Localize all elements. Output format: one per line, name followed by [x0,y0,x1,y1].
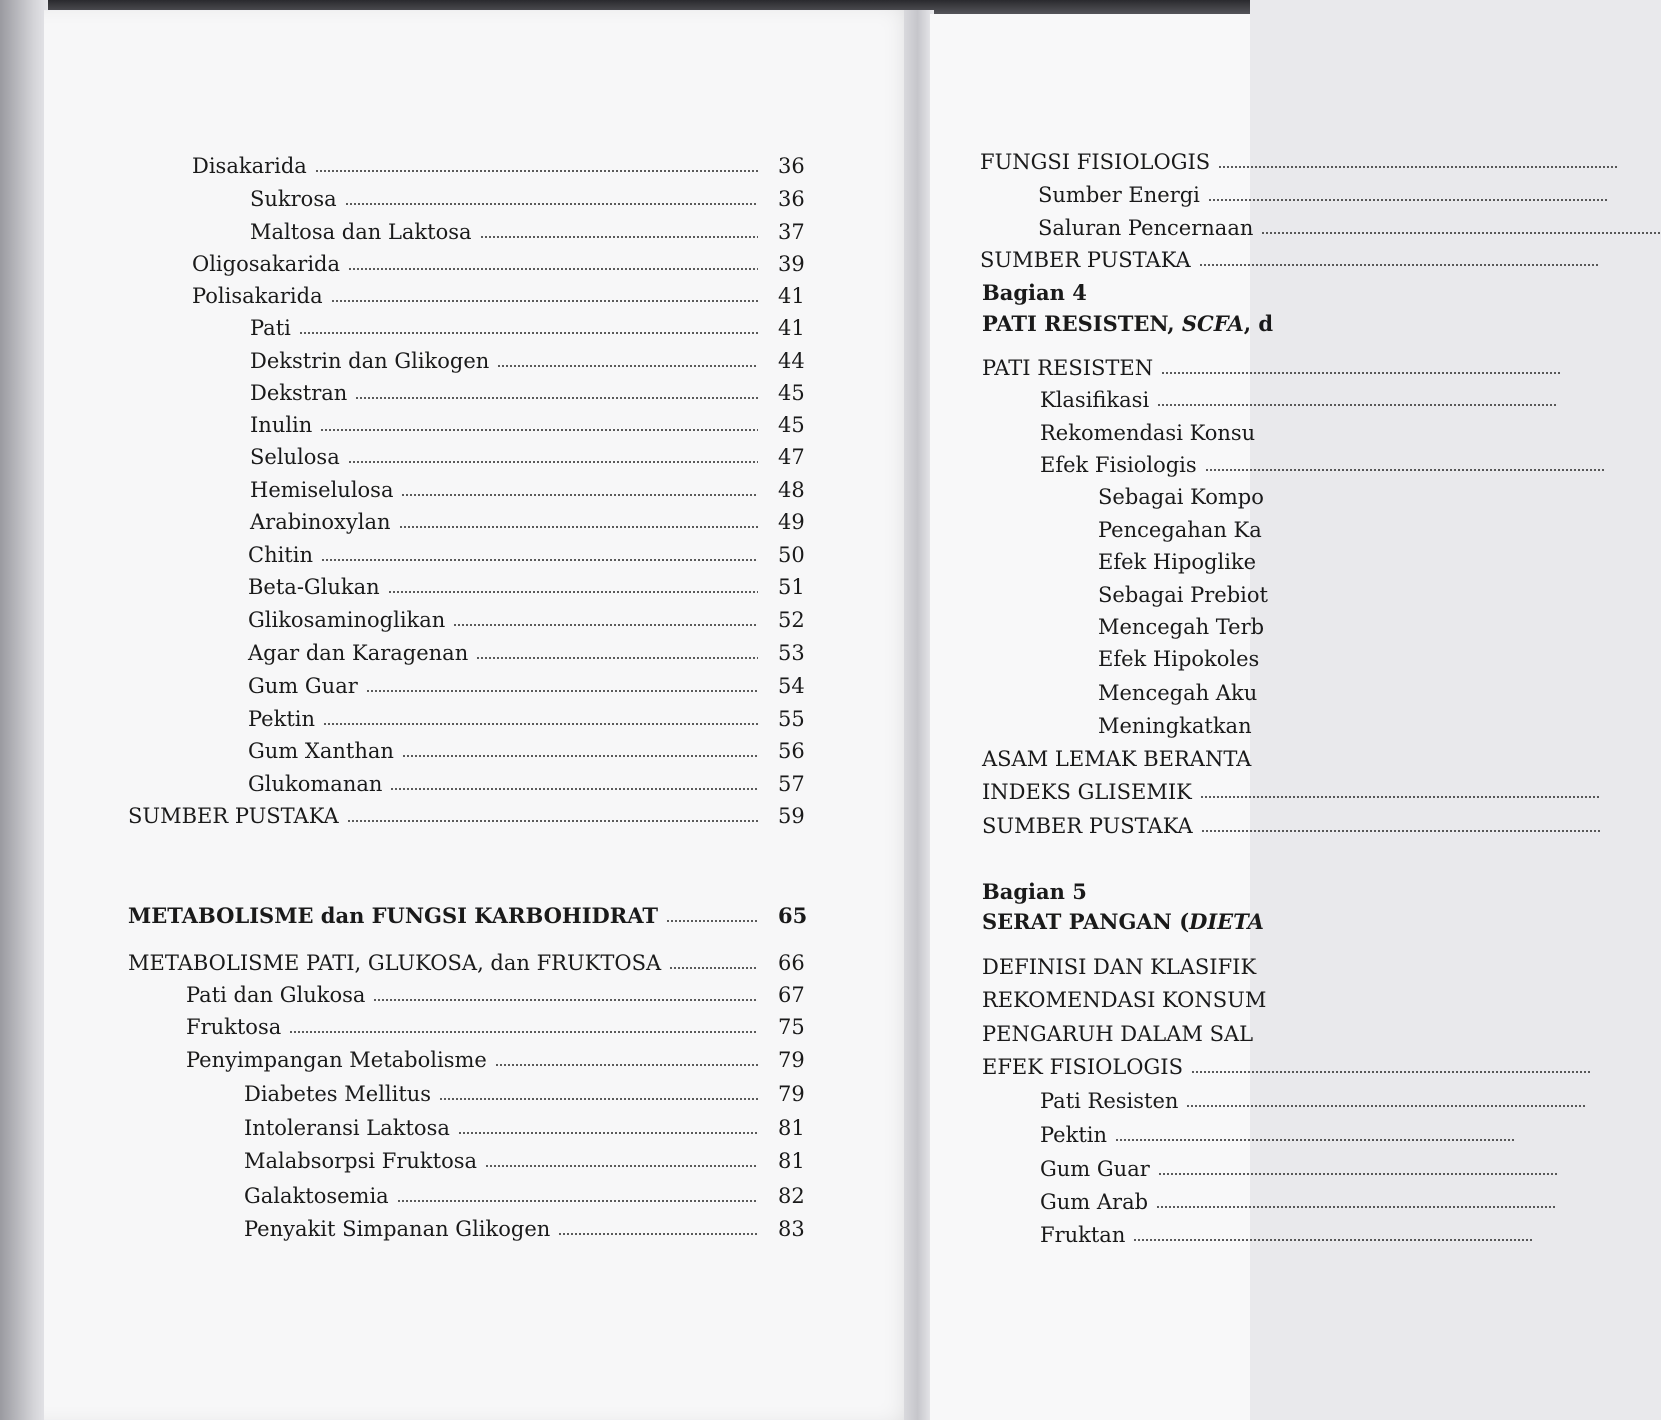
dot-leader [666,920,758,922]
toc-entry-cut [1098,514,1262,546]
toc-entry-page: 59 [778,804,805,828]
toc-entry-label: Meningkatkan [1098,714,1252,738]
toc-entry-page: 37 [778,220,805,244]
dot-leader [1218,166,1618,168]
toc-entry-page: 41 [778,316,805,340]
toc-entry-page: 45 [778,381,805,405]
toc-entry-cut [1098,481,1264,513]
toc-entry-label: Polisakarida [192,284,323,308]
dot-leader [348,268,758,270]
dot-leader [453,624,758,626]
toc-entry-page: 53 [778,641,805,665]
toc-entry-label: Pati Resisten [1040,1089,1179,1113]
toc-entry-cut [1040,1119,1107,1151]
toc-entry-label: Efek Hipoglike [1098,550,1257,574]
toc-entry-label: Intoleransi Laktosa [244,1116,450,1140]
toc-entry-page: 49 [778,510,805,534]
toc-entry-page: 52 [778,608,805,632]
toc-entry-label: ASAM LEMAK BERANTA [982,747,1252,771]
toc-entry-cut [982,984,1266,1016]
toc-entry-cut [1040,1219,1125,1251]
toc-entry-page: 54 [778,674,805,698]
toc-entry-label: Sumber Energi [1038,183,1200,207]
dot-leader [388,591,758,593]
toc-entry-label: Gum Xanthan [248,739,394,763]
toc-entry [186,1011,818,1043]
dot-leader [348,461,758,463]
dot-leader [669,967,758,969]
dot-leader [320,429,758,431]
toc-entry-label: Fruktan [1040,1223,1126,1247]
toc-entry [250,441,818,473]
dot-leader [402,755,758,757]
toc-entry-page: 44 [778,349,805,373]
toc-entry-label: Fruktosa [186,1015,282,1039]
dot-leader [345,203,758,205]
dot-leader [289,1031,758,1033]
toc-entry-page: 36 [778,154,805,178]
toc-entry-label: Glikosaminoglikan [248,608,446,632]
dot-leader [1201,830,1601,832]
toc-entry-label: Penyakit Simpanan Glikogen [244,1217,551,1241]
toc-entry [248,604,818,636]
toc-entry-cut [982,352,1153,384]
toc-entry [244,1078,818,1110]
toc-entry-cut [982,743,1251,775]
toc-entry-label: Selulosa [250,445,340,469]
toc-entry [248,539,818,571]
dot-leader [495,1064,758,1066]
dot-leader [1161,372,1561,374]
toc-entry-page: 82 [778,1184,805,1208]
toc-entry-label: Bagian 4 [982,280,1087,305]
dot-leader [1199,264,1599,266]
toc-entry [250,345,818,377]
toc-entry-label: Dekstran [250,381,348,405]
dot-leader [485,1165,758,1167]
toc-entry-page: 50 [778,543,805,567]
toc-entry [248,670,818,702]
dot-leader [331,300,758,302]
dot-leader [1157,404,1557,406]
toc-entry-page: 65 [778,903,808,928]
toc-entry-cut [982,1018,1253,1050]
toc-entry-cut [982,308,1273,340]
toc-entry [250,216,818,248]
toc-entry-cut [1098,579,1268,611]
toc-entry-cut [1040,417,1255,449]
toc-entry-label: Diabetes Mellitus [244,1082,432,1106]
toc-entry [128,800,818,832]
dot-leader [299,332,758,334]
toc-entry-label: Efek Hipokoles [1098,647,1260,671]
toc-entry-page: 81 [778,1116,805,1140]
toc-entry-page: 79 [778,1048,805,1072]
toc-entry-label: Glukomanan [248,772,383,796]
toc-entry-label: EFEK FISIOLOGIS [982,1055,1183,1079]
dot-leader [323,723,758,725]
toc-entry-page: 83 [778,1217,805,1241]
scan-left-edge [0,0,48,1420]
toc-entry-label: Bagian 5 [982,879,1087,904]
dot-leader [1191,1071,1591,1073]
toc-entry-label: Malabsorpsi Fruktosa [244,1149,478,1173]
toc-entry [248,768,818,800]
toc-entry-cut [1098,643,1259,675]
dot-leader [480,236,758,238]
toc-entry [248,571,818,603]
dot-leader [390,788,758,790]
toc-entry-cut [1038,179,1200,211]
toc-entry-label: Pati [250,316,291,340]
dot-leader [321,559,758,561]
toc-entry-label: SUMBER PUSTAKA [128,804,339,828]
toc-entry [248,703,818,735]
toc-entry-label: Sebagai Prebiot [1098,583,1268,607]
dot-leader [1158,1173,1558,1175]
toc-entry [250,474,818,506]
toc-entry-label: REKOMENDASI KONSUM [982,988,1267,1012]
toc-entry-page: 56 [778,739,805,763]
toc-entry-label: Saluran Pencernaan [1038,216,1254,240]
toc-entry-page: 66 [778,951,805,975]
toc-entry-label: SUMBER PUSTAKA [982,814,1193,838]
toc-entry-cut [982,951,1256,983]
toc-entry-label: METABOLISME dan FUNGSI KARBOHIDRAT [128,903,658,928]
toc-entry-cut [1098,546,1256,578]
toc-entry [244,1180,818,1212]
toc-entry-label: PATI RESISTEN, SCFA, d [982,311,1274,336]
dot-leader [1205,469,1605,471]
toc-entry-label: Pati dan Glukosa [186,983,366,1007]
toc-entry-label: Mencegah Aku [1098,681,1258,705]
toc-entry-label: Arabinoxylan [250,510,391,534]
toc-entry-cut [1040,384,1149,416]
toc-entry [192,280,818,312]
toc-entry-page: 36 [778,187,805,211]
toc-entry [248,735,818,767]
toc-entry-label: Chitin [248,543,313,567]
toc-entry-page: 81 [778,1149,805,1173]
dot-leader [1133,1239,1533,1241]
toc-entry-cut [980,146,1210,178]
toc-entry-cut [982,776,1192,808]
toc-entry-cut [1098,677,1257,709]
toc-entry-label: Sebagai Kompo [1098,485,1264,509]
toc-entry-cut [1040,1186,1148,1218]
toc-entry-label: SUMBER PUSTAKA [980,248,1191,272]
toc-entry-label: METABOLISME PATI, GLUKOSA, dan FRUKTOSA [128,951,662,975]
dot-leader [1115,1139,1515,1141]
toc-entry [186,979,818,1011]
toc-entry-label: Penyimpangan Metabolisme [186,1048,487,1072]
dot-leader [373,999,758,1001]
toc-entry [250,312,818,344]
dot-leader [1208,199,1608,201]
toc-entry-page: 45 [778,413,805,437]
dot-leader [1186,1105,1586,1107]
toc-entry-label: Rekomendasi Konsu [1040,421,1256,445]
toc-entry-label: Efek Fisiologis [1040,453,1197,477]
toc-entry-cut [1040,1085,1178,1117]
toc-entry [250,183,818,215]
dot-leader [439,1098,758,1100]
dot-leader [401,494,758,496]
toc-entry [192,248,818,280]
toc-entry-page: 67 [778,983,805,1007]
toc-entry-cut [982,876,1087,908]
toc-entry [128,947,818,979]
toc-entry-cut [980,244,1191,276]
dot-leader [476,657,758,659]
toc-entry-label: Oligosakarida [192,252,340,276]
toc-entry-cut [1040,449,1197,481]
dot-leader [355,397,758,399]
toc-entry-cut [1038,212,1253,244]
toc-entry-label: SERAT PANGAN (DIETA [982,909,1264,934]
toc-entry [192,150,818,182]
dot-leader [1156,1206,1556,1208]
toc-entry-page: 39 [778,252,805,276]
toc-entry-label: Maltosa dan Laktosa [250,220,472,244]
toc-entry-label: PENGARUH DALAM SAL [982,1022,1254,1046]
toc-entry [250,377,818,409]
toc-entry-label: Inulin [250,413,313,437]
toc-entry [250,506,818,538]
toc-entry-label: INDEKS GLISEMIK [982,780,1192,804]
toc-entry [186,1044,818,1076]
toc-entry-label: FUNGSI FISIOLOGIS [980,150,1211,174]
toc-entry-page: 41 [778,284,805,308]
toc-entry [244,1145,818,1177]
toc-entry-page: 55 [778,707,805,731]
toc-entry [248,637,818,669]
toc-entry-label: Pektin [248,707,316,731]
toc-entry-cut [1098,611,1264,643]
toc-entry-label: Agar dan Karagenan [248,641,469,665]
toc-entry [244,1112,818,1144]
toc-entry-page: 51 [778,575,805,599]
toc-entry-cut [982,810,1193,842]
toc-entry-page: 57 [778,772,805,796]
dot-leader [497,365,758,367]
toc-entry-label: Hemiselulosa [250,478,394,502]
toc-entry-label: Pektin [1040,1123,1108,1147]
toc-entry-label: Beta-Glukan [248,575,380,599]
toc-entry-label: Gum Arab [1040,1190,1149,1214]
toc-entry-label: Disakarida [192,154,307,178]
toc-entry-page: 48 [778,478,805,502]
dot-leader [366,690,758,692]
toc-entry-cut [982,1051,1183,1083]
dot-leader [347,820,758,822]
toc-entry-cut [1040,1153,1150,1185]
toc-entry-label: Klasifikasi [1040,388,1150,412]
toc-entry-label: Mencegah Terb [1098,615,1265,639]
toc-entry-page: 75 [778,1015,805,1039]
toc-entry-label: DEFINISI DAN KLASIFIK [982,955,1257,979]
toc-entry-label: Dekstrin dan Glikogen [250,349,490,373]
toc-entry-label: Sukrosa [250,187,337,211]
toc-entry-label: Gum Guar [248,674,358,698]
dot-leader [558,1233,758,1235]
dot-leader [1200,796,1600,798]
dot-leader [458,1132,758,1134]
toc-entry-cut [982,906,1264,938]
toc-entry-label: Pencegahan Ka [1098,518,1262,542]
toc-entry-page: 79 [778,1082,805,1106]
toc-entry-label: Galaktosemia [244,1184,389,1208]
toc-entry [244,1213,818,1245]
toc-entry-page: 47 [778,445,805,469]
toc-entry-label: Gum Guar [1040,1157,1150,1181]
toc-entry-cut [982,277,1087,309]
dot-leader [315,170,758,172]
dot-leader [1261,232,1661,234]
dot-leader [397,1200,758,1202]
toc-entry [250,409,818,441]
toc-entry-cut [1098,710,1252,742]
toc-entry [128,900,818,932]
toc-entry-label: PATI RESISTEN [982,356,1154,380]
dot-leader [399,526,758,528]
